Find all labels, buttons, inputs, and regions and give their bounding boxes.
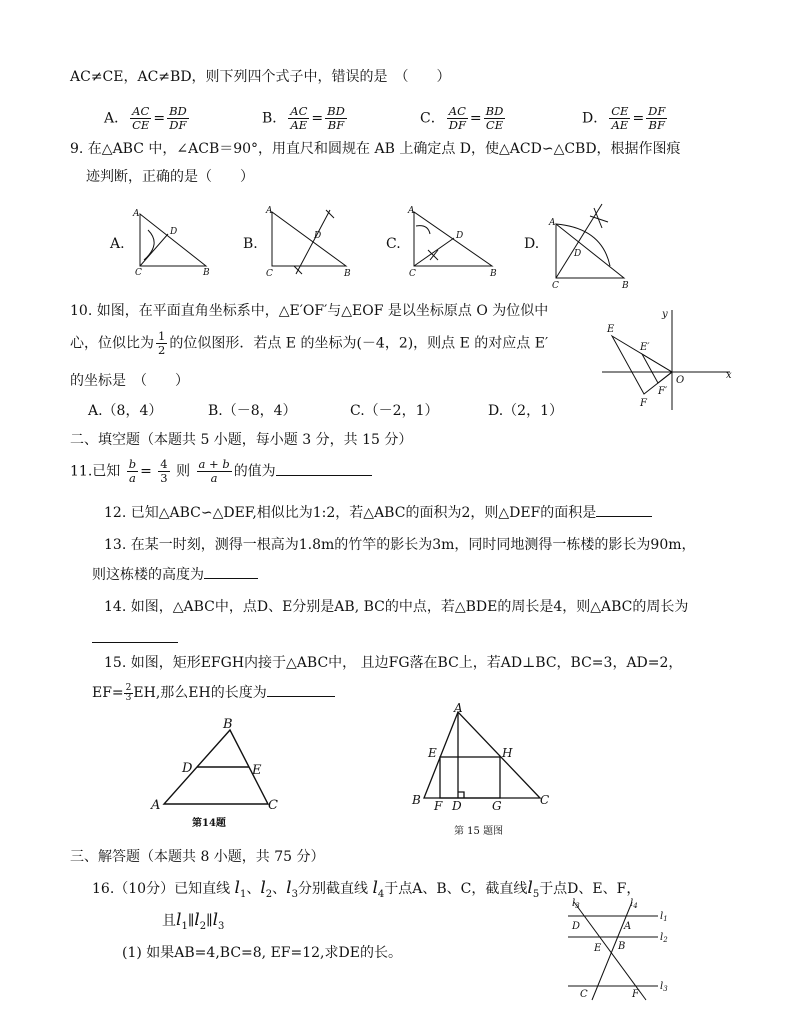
q9b-label-a: A: [266, 206, 273, 216]
q9c-label-b: B: [490, 269, 497, 278]
q10-line2: 心，位似比为 $\frac{1}{2}$ 的位似图形．若点 E 的坐标为(－4，2)，则点 E 的对应点 E′: [70, 329, 549, 357]
section-3-heading: 三、解答题（本题共 8 小题，共 75 分）: [70, 849, 325, 865]
q16-fig-label-c: C: [580, 989, 588, 1000]
q11: 11.已知 $\frac{b}{a}$ = $\frac{4}{3}$ 则 $\frac{a + b}{a}$ 的值为: [70, 458, 372, 485]
q9-choice-a: A.: [110, 236, 125, 252]
q9-figure-b: [264, 204, 356, 278]
fig15-label-h: H: [502, 746, 513, 760]
q9a-label-d: D: [170, 227, 178, 237]
q8-option-c: C． $\frac{AC}{DF}$ = $\frac{BD}{CE}$: [420, 104, 504, 132]
fig15-caption: 第 15 题图: [454, 826, 504, 837]
q11-answer-blank[interactable]: [276, 463, 372, 476]
q16-fig-label-l3b: $l_3$: [660, 981, 668, 993]
q10-figure: [598, 306, 738, 412]
q9a-label-a: A: [133, 209, 140, 219]
q10-option-d: D.（2，1）: [488, 403, 563, 419]
q9-figure-d: [544, 198, 640, 290]
q9-figure-a: [132, 208, 214, 276]
q10-label-o: O: [676, 375, 685, 386]
q13-answer-blank[interactable]: [204, 566, 258, 579]
q10-line3: 的坐标是 （ ）: [70, 373, 189, 389]
q10-label-f: F: [640, 398, 647, 409]
figure-15: [406, 700, 566, 840]
q9d-label-b: B: [622, 281, 629, 290]
fig15-label-g: G: [492, 799, 502, 813]
fig14-label-c: C: [268, 798, 278, 813]
q9a-label-b: B: [203, 268, 210, 276]
q10-label-e-prime: E′: [640, 342, 650, 353]
q10-option-a: A.（8，4）: [88, 403, 163, 419]
q10-label-y: y: [662, 309, 668, 320]
q9-line1: 9. 在△ABC 中，∠ACB＝90°，用直尺和圆规在 AB 上确定点 D，使△ACD∽△CBD，根据作图痕: [70, 141, 681, 157]
fig14-label-e: E: [252, 763, 262, 778]
q14: 14. 如图，△ABC中，点D、E分别是AB, BC的中点，若△BDE的周长是4，则△ABC的周长为: [104, 599, 689, 615]
q9-choice-b: B.: [243, 236, 258, 252]
q16-fig-label-f: F: [632, 989, 639, 1000]
q9d-label-a: A: [549, 218, 556, 228]
fig15-label-a: A: [454, 701, 463, 715]
section-2-heading: 二、填空题（本题共 5 小题，每小题 3 分，共 15 分）: [70, 432, 413, 448]
q13-line1: 13. 在某一时刻，测得一根高为1.8m的竹竿的影长为3m，同时同地测得一栋楼的影长为90m，: [104, 537, 696, 553]
q8-option-d: D． $\frac{CE}{AE}$ = $\frac{DF}{BF}$: [582, 104, 666, 132]
q9d-label-d: D: [574, 249, 582, 259]
q16-fig-label-l3: $l_3$: [572, 898, 580, 910]
fig15-label-b: B: [412, 793, 421, 807]
q16-line1: 16.（10分）已知直线 $l_1$、$l_2$、$l_3$分别截直线 $l_4$于点A、B、C，截直线$l_5$于点D、E、F，: [92, 878, 641, 900]
q9c-label-a: A: [408, 206, 415, 216]
q12-answer-blank[interactable]: [596, 504, 652, 517]
q10-label-f-prime: F′: [658, 386, 668, 397]
q14-answer-blank[interactable]: [92, 630, 178, 643]
q10-line1: 10. 如图，在平面直角坐标系中，△E′OF′与△EOF 是以坐标原点 O 为位似中: [70, 303, 549, 319]
q15-line2: EF= $\frac{2}{3}$ EH,那么EH的长度为: [92, 682, 335, 703]
fig14-label-d: D: [182, 761, 193, 776]
q8-option-b: B． $\frac{AC}{AE}$ = $\frac{BD}{BF}$: [262, 104, 345, 132]
q16-line2: 且$l_1\parallel l_2\parallel l_3$: [162, 910, 225, 932]
q9-line2: 迹判断，正确的是（ ）: [86, 169, 254, 185]
q16-fig-label-l4: $l_4$: [630, 898, 638, 910]
q9-figure-c: [404, 204, 500, 278]
q9b-label-b: B: [344, 269, 351, 278]
fig14-label-a: A: [151, 798, 161, 813]
fig15-label-c: C: [540, 793, 550, 807]
q16-fig-label-l2: $l_2$: [660, 932, 668, 944]
q8-option-a: A． $\frac{AC}{CE}$ = $\frac{BD}{DF}$: [104, 104, 187, 132]
fig15-label-f: F: [434, 799, 443, 813]
q16-fig-label-d: D: [572, 921, 581, 932]
q16-figure: [562, 896, 674, 1002]
q10-label-x: x: [726, 370, 732, 381]
q9c-label-c: C: [409, 269, 416, 278]
q10-label-e: E: [607, 324, 615, 335]
q8-stem: AC≠CE，AC≠BD，则下列四个式子中，错误的是 （ ）: [70, 69, 451, 85]
q14-answer-blank-wrap: [92, 630, 178, 647]
fig14-caption: 第14题: [192, 818, 226, 829]
fig15-label-e: E: [428, 746, 437, 760]
q9d-label-c: C: [552, 281, 559, 290]
q9a-label-c: C: [135, 268, 142, 276]
fig15-label-d: D: [452, 799, 462, 813]
q9-choice-d: D.: [524, 236, 540, 252]
q16-fig-label-l1: $l_1$: [660, 911, 668, 923]
q9c-label-d: D: [456, 231, 464, 241]
q16-fig-label-e: E: [594, 943, 602, 954]
q8-options: [104, 97, 704, 135]
q15-line1: 15. 如图，矩形EFGH内接于△ABC中， 且边FG落在BC上，若AD⊥BC，BC=3，AD=2，: [104, 655, 683, 671]
q9b-label-d: D: [314, 231, 322, 241]
q16-fig-label-a: A: [624, 921, 632, 932]
q10-option-c: C.（－2，1）: [350, 403, 439, 419]
q16-fig-label-b: B: [618, 941, 626, 952]
q9b-label-c: C: [266, 269, 273, 278]
q9-choice-c: C.: [386, 236, 401, 252]
q13-line2: 则这栋楼的高度为: [92, 564, 258, 584]
q12: 12. 已知△ABC∽△DEF,相似比为1:2，若△ABC的面积为2，则△DEF的面积是: [104, 502, 652, 522]
figure-14: [148, 716, 288, 834]
q16-sub1: (1) 如果AB=4,BC=8, EF=12,求DE的长。: [122, 945, 402, 961]
q15-answer-blank[interactable]: [267, 684, 335, 697]
fig14-label-b: B: [223, 717, 233, 732]
q10-option-b: B.（－8，4）: [208, 403, 297, 419]
